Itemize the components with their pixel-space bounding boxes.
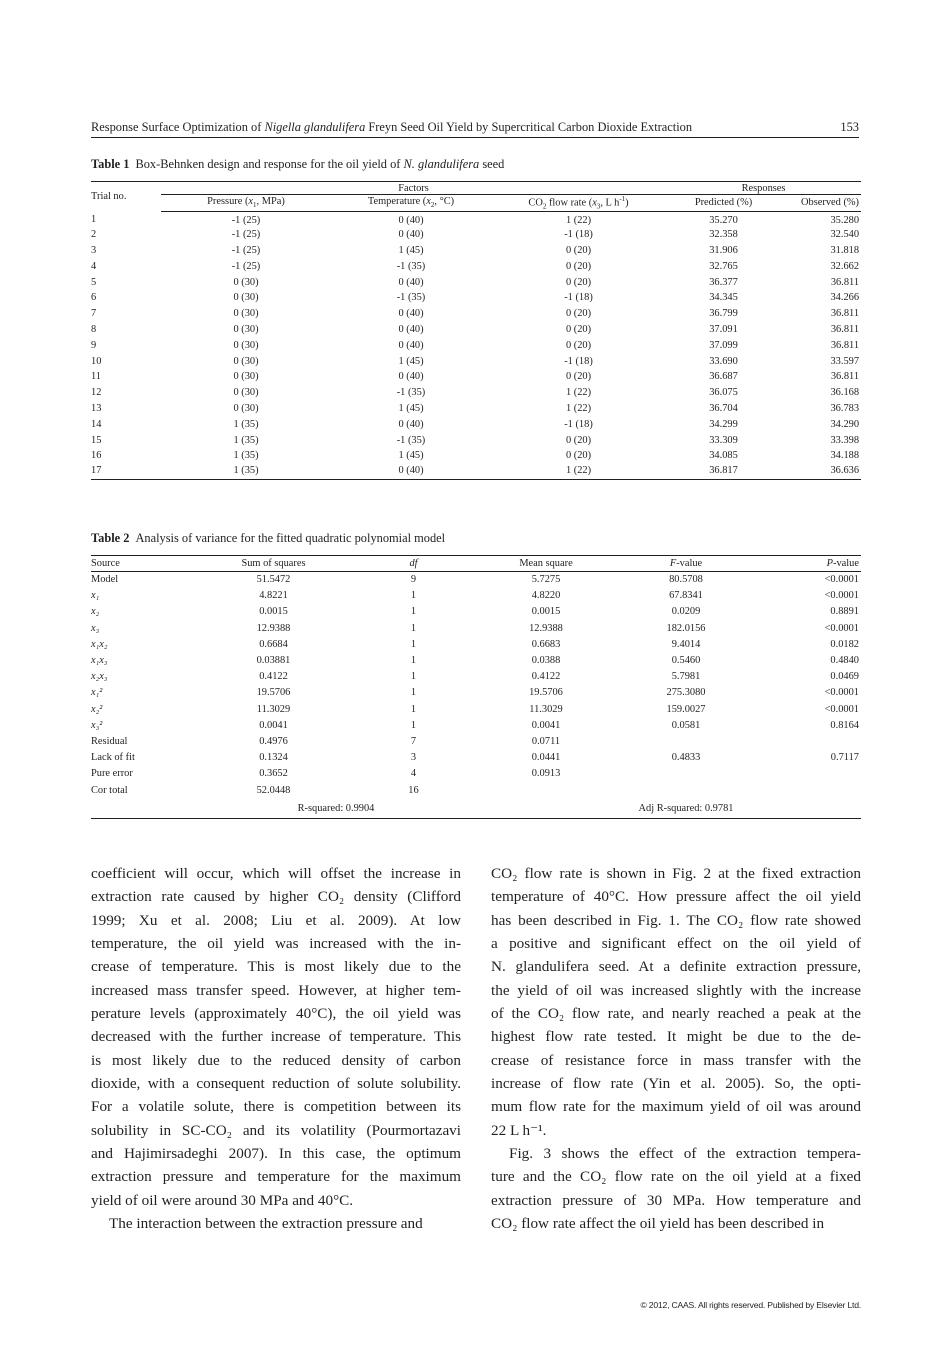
cell-pressure: 1 (35) [233, 418, 259, 430]
cell-temperature: 0 (40) [398, 324, 424, 336]
cell-source: x₂² [91, 703, 103, 715]
table-row [91, 322, 861, 338]
cell-flow: -1 (18) [564, 418, 593, 430]
cell-df: 1 [410, 671, 417, 683]
col-header-pressure: Pressure ($x_1$, MPa) [161, 195, 331, 211]
text-line: of the CO₂ flow rate, and nearly reached a peak at the [491, 1005, 861, 1023]
cell-ms: 5.7275 [531, 574, 561, 586]
cell-f: 80.5708 [669, 574, 703, 586]
cell-p: <0.0001 [824, 574, 859, 586]
table-row [91, 750, 861, 766]
cell-ms: 0.0388 [531, 655, 561, 667]
cell-predicted: 32.765 [709, 260, 738, 272]
cell-f: 0.5460 [671, 655, 701, 667]
text-line: extraction pressure of 30 MPa. How temperature and [491, 1191, 861, 1209]
cell-source: Lack of fit [91, 752, 135, 764]
col-header-observed: Observed (%) [781, 195, 861, 211]
cell-observed: 33.398 [830, 434, 860, 446]
cell-flow: 1 (22) [565, 387, 592, 399]
cell-temperature: 0 (40) [398, 276, 424, 288]
cell-pressure: 1 (35) [233, 464, 259, 476]
cell-observed: 35.280 [830, 214, 860, 226]
text-line: coefficient will occur, which will offset the increase in [91, 865, 461, 882]
cell-f [616, 733, 756, 749]
cell-observed: 32.662 [830, 260, 860, 272]
cell-trial: 6 [91, 292, 97, 304]
cell-temperature: -1 (35) [396, 434, 426, 446]
cell-f: 159.0027 [666, 703, 706, 715]
table-row [91, 274, 861, 290]
text-line: decreased with the further increase of temperature. This [91, 1028, 461, 1046]
cell-trial: 4 [91, 260, 97, 272]
cell-flow: 0 (20) [565, 245, 592, 257]
cell-temperature: 0 (40) [398, 229, 424, 241]
cell-temperature: 0 (40) [398, 371, 424, 383]
cell-trial: 12 [91, 387, 102, 399]
cell-source: Residual [91, 735, 128, 747]
text-line: and Hajimirsadeghi 2007). In this case, the optimum [91, 1145, 461, 1163]
cell-ss: 0.03881 [256, 655, 291, 667]
cell-flow: 0 (20) [565, 450, 592, 462]
cell-trial: 2 [91, 229, 97, 241]
table-row [91, 636, 861, 652]
cell-pressure: -1 (25) [231, 214, 261, 226]
cell-empty [756, 798, 861, 819]
cell-temperature: -1 (35) [396, 260, 426, 272]
cell-f: 0.0581 [671, 719, 701, 731]
table-row [91, 369, 861, 385]
cell-predicted: 32.358 [709, 229, 738, 241]
table-row [91, 227, 861, 243]
col-header-ms: Mean square [476, 556, 616, 572]
cell-observed: 32.540 [830, 229, 860, 241]
cell-source: x₂ [91, 606, 100, 618]
cell-predicted: 33.690 [709, 355, 738, 367]
cell-p: 0.7117 [830, 752, 859, 764]
cell-p: 0.0469 [830, 671, 859, 683]
cell-df: 9 [410, 574, 417, 586]
cell-p [756, 766, 861, 782]
cell-temperature: 1 (45) [398, 450, 424, 462]
cell-p [756, 733, 861, 749]
cell-temperature: 0 (40) [398, 308, 424, 320]
table-row [91, 701, 861, 717]
cell-pressure: 0 (30) [233, 276, 259, 288]
cell-ms: 0.0711 [531, 735, 561, 747]
cell-ms: 12.9388 [529, 622, 563, 634]
table1-box-behnken [91, 181, 861, 480]
cell-source: x₃ [91, 622, 100, 634]
cell-empty [91, 798, 196, 819]
cell-ss: 52.0448 [256, 784, 291, 796]
cell-observed: 34.290 [830, 418, 860, 430]
cell-ms: 0.4122 [531, 671, 561, 683]
adj-r-squared: Adj R-squared: 0.9781 [638, 802, 734, 814]
cell-observed: 36.811 [830, 308, 860, 320]
table-row [91, 588, 861, 604]
cell-empty [476, 798, 616, 819]
cell-temperature: -1 (35) [396, 292, 426, 304]
cell-p: 0.8891 [830, 606, 859, 618]
table1-caption: Table 1 Box-Behnken design and response for the oil yield of N. glandulifera seed [91, 157, 505, 171]
text-line: the yield of oil was increased slightly with the increase [491, 981, 861, 999]
cell-predicted: 34.345 [709, 292, 738, 304]
cell-f [616, 782, 756, 798]
cell-observed: 36.811 [830, 371, 860, 383]
cell-predicted: 34.085 [709, 450, 738, 462]
table-row [91, 669, 861, 685]
cell-pressure: 0 (30) [233, 355, 259, 367]
cell-predicted: 33.309 [709, 434, 738, 446]
text-line: crease of resistance force in mass transfer with the [491, 1051, 861, 1069]
cell-df: 3 [410, 752, 417, 764]
table-row [91, 432, 861, 448]
cell-flow: 0 (20) [565, 434, 592, 446]
cell-trial: 10 [91, 355, 102, 367]
col-header-source: Source [91, 556, 196, 572]
cell-pressure: -1 (25) [231, 260, 261, 272]
text-line: temperature of 40°C. How pressure affect the oil yield [491, 888, 861, 906]
cell-trial: 5 [91, 276, 97, 288]
cell-trial: 7 [91, 308, 97, 320]
cell-temperature: 1 (45) [398, 403, 424, 414]
cell-ss: 0.6684 [259, 638, 288, 650]
cell-ms: 0.0441 [531, 752, 561, 764]
cell-temperature: 0 (40) [398, 418, 424, 430]
cell-observed: 34.266 [830, 292, 860, 304]
cell-p: 0.0182 [830, 638, 859, 650]
table2-anova [91, 555, 861, 819]
cell-observed: 36.636 [830, 464, 860, 476]
cell-ss: 19.5706 [256, 687, 291, 699]
cell-trial: 15 [91, 434, 102, 446]
cell-source: x₂x₃ [91, 671, 108, 683]
cell-predicted: 36.687 [709, 371, 738, 383]
cell-ss: 0.1324 [259, 752, 288, 764]
cell-flow: -1 (18) [564, 292, 593, 304]
text-line: 1999; Xu et al. 2008; Liu et al. 2009). At low [91, 911, 461, 929]
body-column-left [91, 862, 461, 1236]
cell-predicted: 36.704 [709, 403, 738, 414]
text-line: is most likely due to the reduced density of carbon [91, 1051, 461, 1069]
text-line: N. glandulifera seed. At a definite extraction pressure, [491, 958, 861, 976]
text-line: solubility in SC-CO₂ and its volatility (Pourmortazavi [91, 1121, 461, 1139]
cell-temperature: 0 (40) [398, 464, 424, 476]
col-group-factors: Factors [161, 182, 666, 196]
body-column-right [491, 862, 861, 1236]
cell-observed: 36.811 [830, 324, 860, 336]
table-row [91, 385, 861, 401]
cell-observed: 34.188 [830, 450, 860, 462]
cell-flow: 1 (22) [565, 214, 592, 226]
cell-f [616, 766, 756, 782]
cell-df: 7 [410, 735, 417, 747]
cell-predicted: 35.270 [709, 214, 738, 226]
cell-flow: 0 (20) [565, 276, 592, 288]
cell-trial: 16 [91, 450, 102, 462]
cell-source: Pure error [91, 768, 133, 780]
cell-predicted: 36.817 [709, 464, 738, 476]
cell-p: <0.0001 [824, 622, 859, 634]
text-line: yield of oil were around 30 MPa and 40°C. [91, 1191, 354, 1209]
cell-source: Model [91, 574, 119, 586]
cell-f: 182.0156 [666, 622, 706, 634]
col-group-responses: Responses [666, 182, 861, 196]
cell-flow: 0 (20) [565, 308, 592, 320]
text-line: dioxide, with a consequent reduction of solute solubility. [91, 1075, 461, 1093]
cell-trial: 1 [91, 214, 97, 226]
text-line: ture and the CO₂ flow rate on the oil yield at a fixed [491, 1168, 861, 1186]
cell-p: <0.0001 [824, 687, 859, 699]
table-row [91, 620, 861, 636]
cell-flow: 0 (20) [565, 324, 592, 336]
cell-source: Cor total [91, 784, 128, 796]
text-line: 22 L h⁻¹. [491, 1121, 547, 1139]
table-row [91, 782, 861, 798]
col-header-temperature: Temperature ($x_2$, °C) [331, 195, 491, 211]
cell-predicted: 34.299 [709, 418, 738, 430]
cell-pressure: 1 (35) [233, 450, 259, 462]
table-row [91, 572, 861, 588]
cell-ms: 19.5706 [529, 687, 563, 699]
text-line: perature levels (approximately 40°C), the oil yield was [91, 1005, 461, 1023]
cell-trial: 14 [91, 418, 102, 430]
cell-predicted: 37.091 [709, 324, 738, 336]
cell-p: 0.8164 [830, 719, 859, 731]
table-row [91, 733, 861, 749]
cell-ss: 0.0015 [259, 606, 288, 618]
table-row [91, 306, 861, 322]
cell-source: x₁² [91, 687, 103, 699]
cell-temperature: 0 (40) [398, 339, 424, 351]
text-line: For a volatile solute, there is competition between its [91, 1098, 461, 1116]
running-head [91, 120, 859, 138]
cell-df: 1 [410, 719, 417, 731]
text-line: increase of flow rate (Yin et al. 2005). So, the opti- [491, 1075, 861, 1093]
cell-flow: 0 (20) [565, 371, 592, 383]
cell-ss: 11.3029 [256, 703, 291, 715]
cell-ms: 0.0015 [531, 606, 561, 618]
text-line: CO₂ flow rate affect the oil yield has been described in [491, 1215, 825, 1233]
cell-pressure: 0 (30) [233, 387, 259, 399]
cell-flow: -1 (18) [564, 229, 593, 241]
cell-df: 1 [410, 655, 417, 667]
text-line: extraction rate caused by higher CO₂ density (Clifford [91, 888, 461, 906]
cell-p: <0.0001 [824, 590, 859, 602]
col-header-p: P-value [756, 556, 861, 572]
text-line: mum flow rate for the maximum yield of oil was around [491, 1098, 861, 1116]
cell-trial: 3 [91, 245, 97, 257]
cell-df: 16 [408, 784, 419, 796]
cell-pressure: 0 (30) [233, 371, 259, 383]
text-line: highest flow rate tested. It might be due to the de- [491, 1028, 861, 1046]
running-head-title: Response Surface Optimization of Nigella glandulifera Freyn Seed Oil Yield by Supercritical Carbon Dioxide Extraction [91, 120, 693, 134]
cell-df: 1 [410, 622, 417, 634]
cell-f: 9.4014 [671, 638, 701, 650]
cell-pressure: 0 (30) [233, 308, 259, 320]
cell-observed: 33.597 [830, 355, 860, 367]
col-header-f: F-value [616, 556, 756, 572]
cell-ss: 0.0041 [259, 719, 288, 731]
cell-df: 1 [410, 606, 417, 618]
cell-ss: 0.4122 [259, 671, 288, 683]
col-header-df: df [351, 556, 476, 572]
cell-pressure: 0 (30) [233, 339, 259, 351]
cell-observed: 31.818 [830, 245, 860, 257]
table1-body [91, 211, 861, 480]
cell-observed: 36.783 [830, 403, 860, 414]
cell-source: x₁ [91, 590, 100, 602]
cell-df: 1 [410, 687, 417, 699]
copyright-footer: © 2012, CAAS. All rights reserved. Published by Elsevier Ltd. [640, 1300, 861, 1310]
cell-source: x₃² [91, 719, 103, 731]
cell-source: x₁x₂ [91, 638, 108, 650]
cell-ms: 0.0041 [531, 719, 561, 731]
col-header-flow: $CO_2$ flow rate ($x_3$, L $h^{-1}$) [491, 195, 666, 211]
cell-predicted: 31.906 [709, 245, 738, 257]
table-row [91, 717, 861, 733]
col-header-predicted: Predicted (%) [666, 195, 781, 211]
text-line: temperature, the oil yield was increased with the in- [91, 935, 461, 953]
text-line: CO₂ flow rate is shown in Fig. 2 at the fixed extraction [491, 865, 861, 882]
table-row [91, 290, 861, 306]
cell-pressure: 1 (35) [233, 434, 259, 446]
cell-source: x₁x₃ [91, 655, 108, 667]
cell-ms: 0.6683 [531, 638, 561, 650]
table-row [91, 685, 861, 701]
r-squared-row [91, 798, 861, 819]
table-row [91, 243, 861, 259]
page-number: 153 [840, 120, 859, 134]
table-row [91, 766, 861, 782]
cell-df: 4 [410, 768, 417, 780]
cell-df: 1 [410, 638, 417, 650]
cell-pressure: -1 (25) [231, 245, 261, 257]
table-row [91, 448, 861, 464]
cell-ms: 0.0913 [531, 768, 561, 780]
cell-observed: 36.168 [830, 387, 860, 399]
cell-flow: -1 (18) [564, 355, 593, 367]
cell-ms [476, 782, 616, 798]
text-line: a positive and significant effect on the oil yield of [491, 935, 861, 953]
cell-temperature: 0 (40) [398, 214, 424, 226]
cell-ss: 0.4976 [259, 735, 288, 747]
cell-flow: 1 (22) [565, 403, 592, 414]
cell-f: 67.8341 [669, 590, 703, 602]
text-line: has been described in Fig. 1. The CO₂ flow rate showed [491, 911, 861, 929]
cell-flow: 1 (22) [565, 464, 592, 476]
table-row [91, 337, 861, 353]
cell-pressure: -1 (25) [231, 229, 261, 241]
table-row [91, 353, 861, 369]
table-row [91, 258, 861, 274]
cell-f: 275.3080 [666, 687, 706, 699]
cell-trial: 17 [91, 464, 102, 476]
cell-predicted: 37.099 [709, 339, 738, 351]
cell-f: 0.0209 [671, 606, 701, 618]
col-header-ss: Sum of squares [196, 556, 351, 572]
cell-df: 1 [410, 703, 417, 715]
cell-trial: 11 [91, 371, 102, 383]
cell-f: 5.7981 [671, 671, 701, 683]
text-line: increased mass transfer speed. However, at higher tem- [91, 981, 461, 999]
table2-caption: Table 2 Analysis of variance for the fitted quadratic polynomial model [91, 531, 446, 545]
cell-predicted: 36.075 [709, 387, 738, 399]
cell-observed: 36.811 [830, 276, 860, 288]
table-row [91, 652, 861, 668]
table-row [91, 464, 861, 480]
cell-pressure: 0 (30) [233, 403, 259, 414]
cell-predicted: 36.377 [709, 276, 738, 288]
table-row [91, 416, 861, 432]
text-line: crease of temperature. This is most likely due to the [91, 958, 461, 976]
cell-trial: 8 [91, 324, 97, 336]
cell-pressure: 0 (30) [233, 324, 259, 336]
table-row [91, 401, 861, 417]
cell-predicted: 36.799 [709, 308, 738, 320]
cell-trial: 9 [91, 339, 97, 351]
cell-ms: 4.8220 [531, 590, 561, 602]
col-header-trial: Trial no. [91, 191, 127, 203]
text-line: Fig. 3 shows the effect of the extraction tempera- [509, 1145, 861, 1163]
cell-temperature: -1 (35) [396, 387, 426, 399]
cell-ms: 11.3029 [529, 703, 563, 715]
cell-ss: 51.5472 [256, 574, 291, 586]
table-row [91, 604, 861, 620]
cell-ss: 12.9388 [256, 622, 291, 634]
cell-p: 0.4840 [830, 655, 859, 667]
cell-p [756, 782, 861, 798]
text-line: The interaction between the extraction pressure and [109, 1215, 423, 1233]
table2-body [91, 572, 861, 819]
cell-ss: 0.3652 [259, 768, 288, 780]
cell-pressure: 0 (30) [233, 292, 259, 304]
cell-flow: 0 (20) [565, 260, 592, 272]
cell-df: 1 [410, 590, 417, 602]
cell-p: <0.0001 [824, 703, 859, 715]
cell-trial: 13 [91, 403, 102, 414]
r-squared: R-squared: 0.9904 [297, 802, 375, 814]
table-row [91, 211, 861, 227]
cell-flow: 0 (20) [565, 339, 592, 351]
text-line: extraction pressure and temperature for the maximum [91, 1168, 461, 1186]
cell-temperature: 1 (45) [398, 245, 424, 257]
cell-f: 0.4833 [671, 752, 701, 764]
cell-ss: 4.8221 [259, 590, 288, 602]
cell-observed: 36.811 [830, 339, 860, 351]
cell-temperature: 1 (45) [398, 355, 424, 367]
